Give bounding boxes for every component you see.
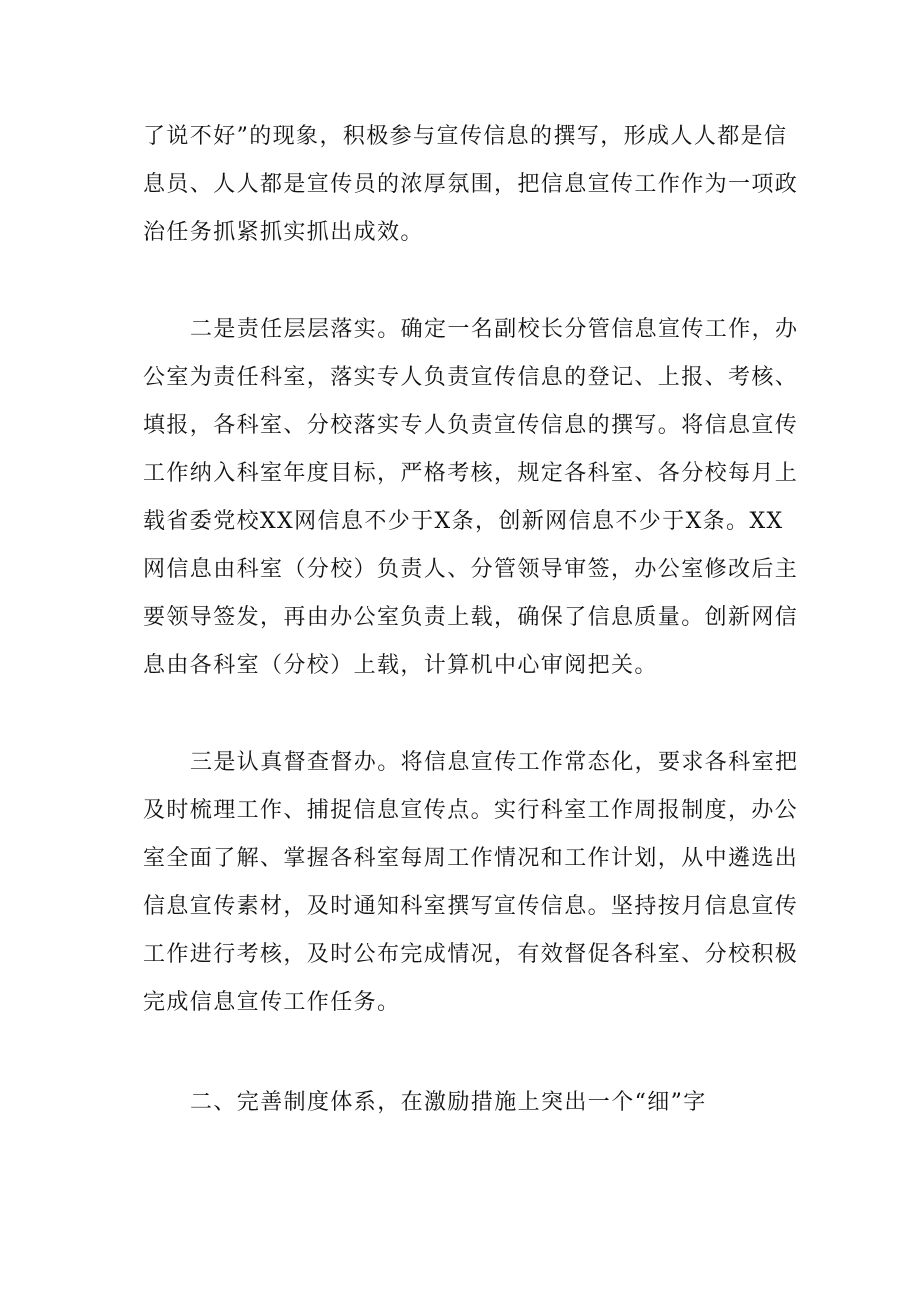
section-heading (143, 1079, 783, 1127)
paragraph-responsibility (143, 306, 799, 690)
text-line: 载省委党校XX网信息不少于X条，创新网信息不少于X条。XX (143, 509, 784, 534)
text-line: 完成信息宣传工作任务。 (143, 990, 401, 1015)
text-line: 填报，各科室、分校落实专人负责宣传信息的撰写。将信息宣传 (143, 413, 799, 438)
text-line: 三是认真督查督办。将信息宣传工作常态化，要求各科室把 (190, 750, 799, 775)
text-line: 治任务抓紧抓实抓出成效。 (143, 220, 424, 245)
text-line: 工作纳入科室年度目标，严格考核，规定各科室、各分校每月上 (143, 461, 799, 486)
text-line: 二、完善制度体系，在激励措施上突出一个“细”字 (190, 1090, 707, 1115)
paragraph-supervision (143, 739, 799, 1027)
text-line: 公室为责任科室，落实专人负责宣传信息的登记、上报、考核、 (143, 365, 799, 390)
text-line: 二是责任层层落实。确定一名副校长分管信息宣传工作，办 (190, 317, 799, 342)
text-line: 工作进行考核，及时公布完成情况，有效督促各科室、分校积极 (143, 942, 799, 967)
text-line: 息员、人人都是宣传员的浓厚氛围，把信息宣传工作作为一项政 (143, 172, 799, 197)
text-line: 及时梳理工作、捕捉信息宣传点。实行科室工作周报制度，办公 (143, 798, 799, 823)
text-line: 息由各科室（分校）上载，计算机中心审阅把关。 (143, 653, 658, 678)
text-line: 了说不好”的现象，积极参与宣传信息的撰写，形成人人都是信 (143, 124, 788, 149)
text-line: 信息宣传素材，及时通知科室撰写宣传信息。坚持按月信息宣传 (143, 894, 799, 919)
text-line: 网信息由科室（分校）负责人、分管领导审签，办公室修改后主 (143, 557, 799, 582)
text-line: 要领导签发，再由办公室负责上载，确保了信息质量。创新网信 (143, 605, 799, 630)
text-line: 室全面了解、掌握各科室每周工作情况和工作计划，从中遴选出 (143, 846, 799, 871)
paragraph-continuation (143, 113, 799, 257)
